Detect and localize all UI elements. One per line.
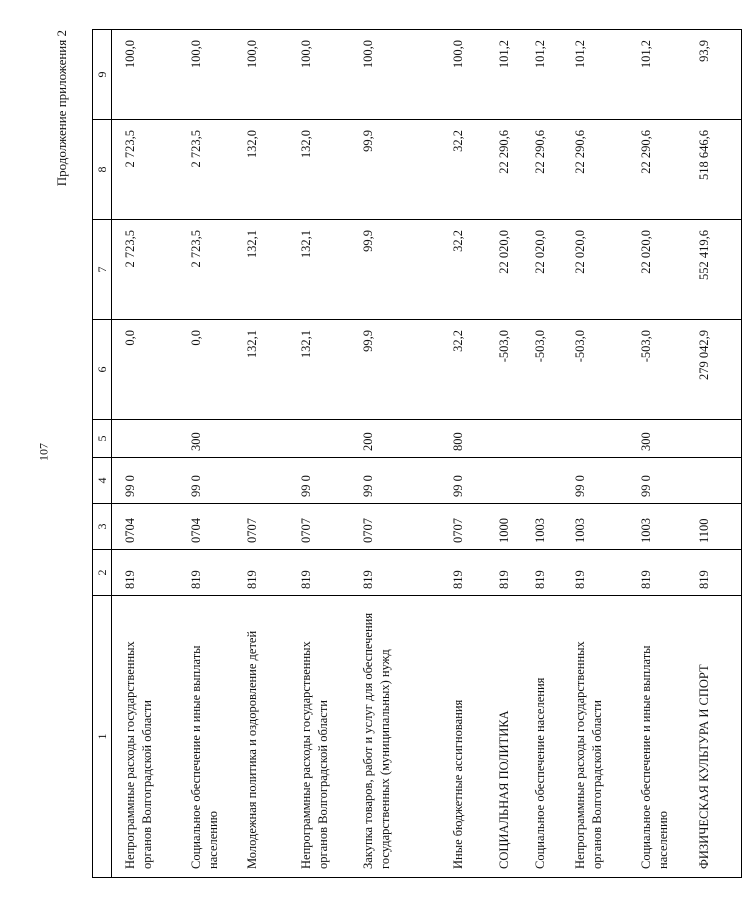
amount-8: 32,2: [440, 120, 486, 220]
expense-type-code: [234, 420, 288, 458]
expense-type-code: [112, 420, 178, 458]
department-code: 819: [234, 550, 288, 596]
column-header-4: 4: [93, 458, 112, 504]
department-code: 819: [440, 550, 486, 596]
row-label: ФИЗИЧЕСКАЯ КУЛЬТУРА И СПОРТ: [686, 596, 742, 878]
table-row: [178, 30, 234, 878]
amount-8: 22 290,6: [628, 120, 686, 220]
section-code: 0707: [350, 504, 440, 550]
expense-type-code: 300: [628, 420, 686, 458]
row-label: Социальное обеспечение и иные выплаты населению: [628, 596, 686, 878]
target-code: 99 0: [562, 458, 628, 504]
row-label: Иные бюджетные ассигнования: [440, 596, 486, 878]
table-row: [288, 30, 350, 878]
percent-9: 100,0: [178, 30, 234, 120]
percent-9: 100,0: [288, 30, 350, 120]
rotated-table-page: [54, 30, 711, 878]
amount-8: 2 723,5: [112, 120, 178, 220]
target-code: 99 0: [350, 458, 440, 504]
column-header-8: 8: [93, 120, 112, 220]
row-label: Непрограммные расходы государственных органов Волгоградской области: [288, 596, 350, 878]
target-code: 99 0: [628, 458, 686, 504]
amount-6: 32,2: [440, 320, 486, 420]
table-row: [112, 30, 178, 878]
row-label: Непрограммные расходы государственных органов Волгоградской области: [112, 596, 178, 878]
amount-6: -503,0: [628, 320, 686, 420]
expense-type-code: 300: [178, 420, 234, 458]
percent-9: 100,0: [350, 30, 440, 120]
section-code: 1003: [522, 504, 562, 550]
column-header-5: 5: [93, 420, 112, 458]
amount-7: 22 020,0: [562, 220, 628, 320]
table-row: [350, 30, 440, 878]
expense-type-code: [686, 420, 742, 458]
amount-8: 99,9: [350, 120, 440, 220]
department-code: 819: [562, 550, 628, 596]
amount-7: 132,1: [288, 220, 350, 320]
department-code: 819: [686, 550, 742, 596]
row-label: Закупка товаров, работ и услуг для обеспечения государственных (муниципальных) нужд: [350, 596, 440, 878]
amount-8: 22 290,6: [562, 120, 628, 220]
amount-7: 132,1: [234, 220, 288, 320]
amount-6: -503,0: [562, 320, 628, 420]
expense-type-code: [288, 420, 350, 458]
section-code: 0704: [112, 504, 178, 550]
amount-6: 99,9: [350, 320, 440, 420]
percent-9: 93,9: [686, 30, 742, 120]
percent-9: 100,0: [112, 30, 178, 120]
target-code: [686, 458, 742, 504]
section-code: 1000: [486, 504, 522, 550]
amount-8: 518 646,6: [686, 120, 742, 220]
percent-9: 101,2: [628, 30, 686, 120]
percent-9: 100,0: [440, 30, 486, 120]
row-label: Социальное обеспечение населения: [522, 596, 562, 878]
amount-6: -503,0: [522, 320, 562, 420]
table-row: [234, 30, 288, 878]
amount-6: 0,0: [112, 320, 178, 420]
target-code: 99 0: [178, 458, 234, 504]
table-row: [522, 30, 562, 878]
row-label: Непрограммные расходы государственных органов Волгоградской области: [562, 596, 628, 878]
amount-7: 22 020,0: [628, 220, 686, 320]
amount-7: 32,2: [440, 220, 486, 320]
amount-8: 132,0: [234, 120, 288, 220]
row-label: СОЦИАЛЬНАЯ ПОЛИТИКА: [486, 596, 522, 878]
department-code: 819: [288, 550, 350, 596]
page-number: 107: [36, 443, 51, 461]
column-header-9: 9: [93, 30, 112, 120]
column-header-3: 3: [93, 504, 112, 550]
expense-type-code: [522, 420, 562, 458]
amount-7: 2 723,5: [178, 220, 234, 320]
percent-9: 101,2: [562, 30, 628, 120]
expense-type-code: 200: [350, 420, 440, 458]
amount-7: 22 020,0: [486, 220, 522, 320]
amount-7: 2 723,5: [112, 220, 178, 320]
table-row: [440, 30, 486, 878]
amount-6: 132,1: [288, 320, 350, 420]
section-code: 0707: [440, 504, 486, 550]
target-code: 99 0: [112, 458, 178, 504]
column-header-1: 1: [93, 596, 112, 878]
section-code: 0707: [288, 504, 350, 550]
percent-9: 100,0: [234, 30, 288, 120]
amount-7: 22 020,0: [522, 220, 562, 320]
section-code: 0704: [178, 504, 234, 550]
amount-8: 2 723,5: [178, 120, 234, 220]
row-label: Молодежная политика и оздоровление детей: [234, 596, 288, 878]
amount-8: 22 290,6: [522, 120, 562, 220]
department-code: 819: [178, 550, 234, 596]
expense-type-code: 800: [440, 420, 486, 458]
row-label: Социальное обеспечение и иные выплаты населению: [178, 596, 234, 878]
table-header-row: [93, 30, 112, 878]
budget-table: [92, 29, 742, 878]
amount-8: 132,0: [288, 120, 350, 220]
column-header-7: 7: [93, 220, 112, 320]
target-code: 99 0: [440, 458, 486, 504]
amount-6: -503,0: [486, 320, 522, 420]
department-code: 819: [486, 550, 522, 596]
section-code: 1003: [628, 504, 686, 550]
department-code: 819: [112, 550, 178, 596]
department-code: 819: [628, 550, 686, 596]
amount-7: 99,9: [350, 220, 440, 320]
table-row: [686, 30, 742, 878]
table-row: [486, 30, 522, 878]
amount-6: 132,1: [234, 320, 288, 420]
continuation-caption: Продолжение приложения 2: [54, 30, 69, 187]
target-code: [522, 458, 562, 504]
expense-type-code: [486, 420, 522, 458]
section-code: 1100: [686, 504, 742, 550]
percent-9: 101,2: [486, 30, 522, 120]
section-code: 1003: [562, 504, 628, 550]
column-header-6: 6: [93, 320, 112, 420]
percent-9: 101,2: [522, 30, 562, 120]
table-row: [562, 30, 628, 878]
amount-8: 22 290,6: [486, 120, 522, 220]
column-header-2: 2: [93, 550, 112, 596]
target-code: [234, 458, 288, 504]
target-code: 99 0: [288, 458, 350, 504]
target-code: [486, 458, 522, 504]
amount-7: 552 419,6: [686, 220, 742, 320]
department-code: 819: [350, 550, 440, 596]
amount-6: 0,0: [178, 320, 234, 420]
table-body: [112, 30, 742, 878]
expense-type-code: [562, 420, 628, 458]
department-code: 819: [522, 550, 562, 596]
amount-6: 279 042,9: [686, 320, 742, 420]
section-code: 0707: [234, 504, 288, 550]
table-row: [628, 30, 686, 878]
